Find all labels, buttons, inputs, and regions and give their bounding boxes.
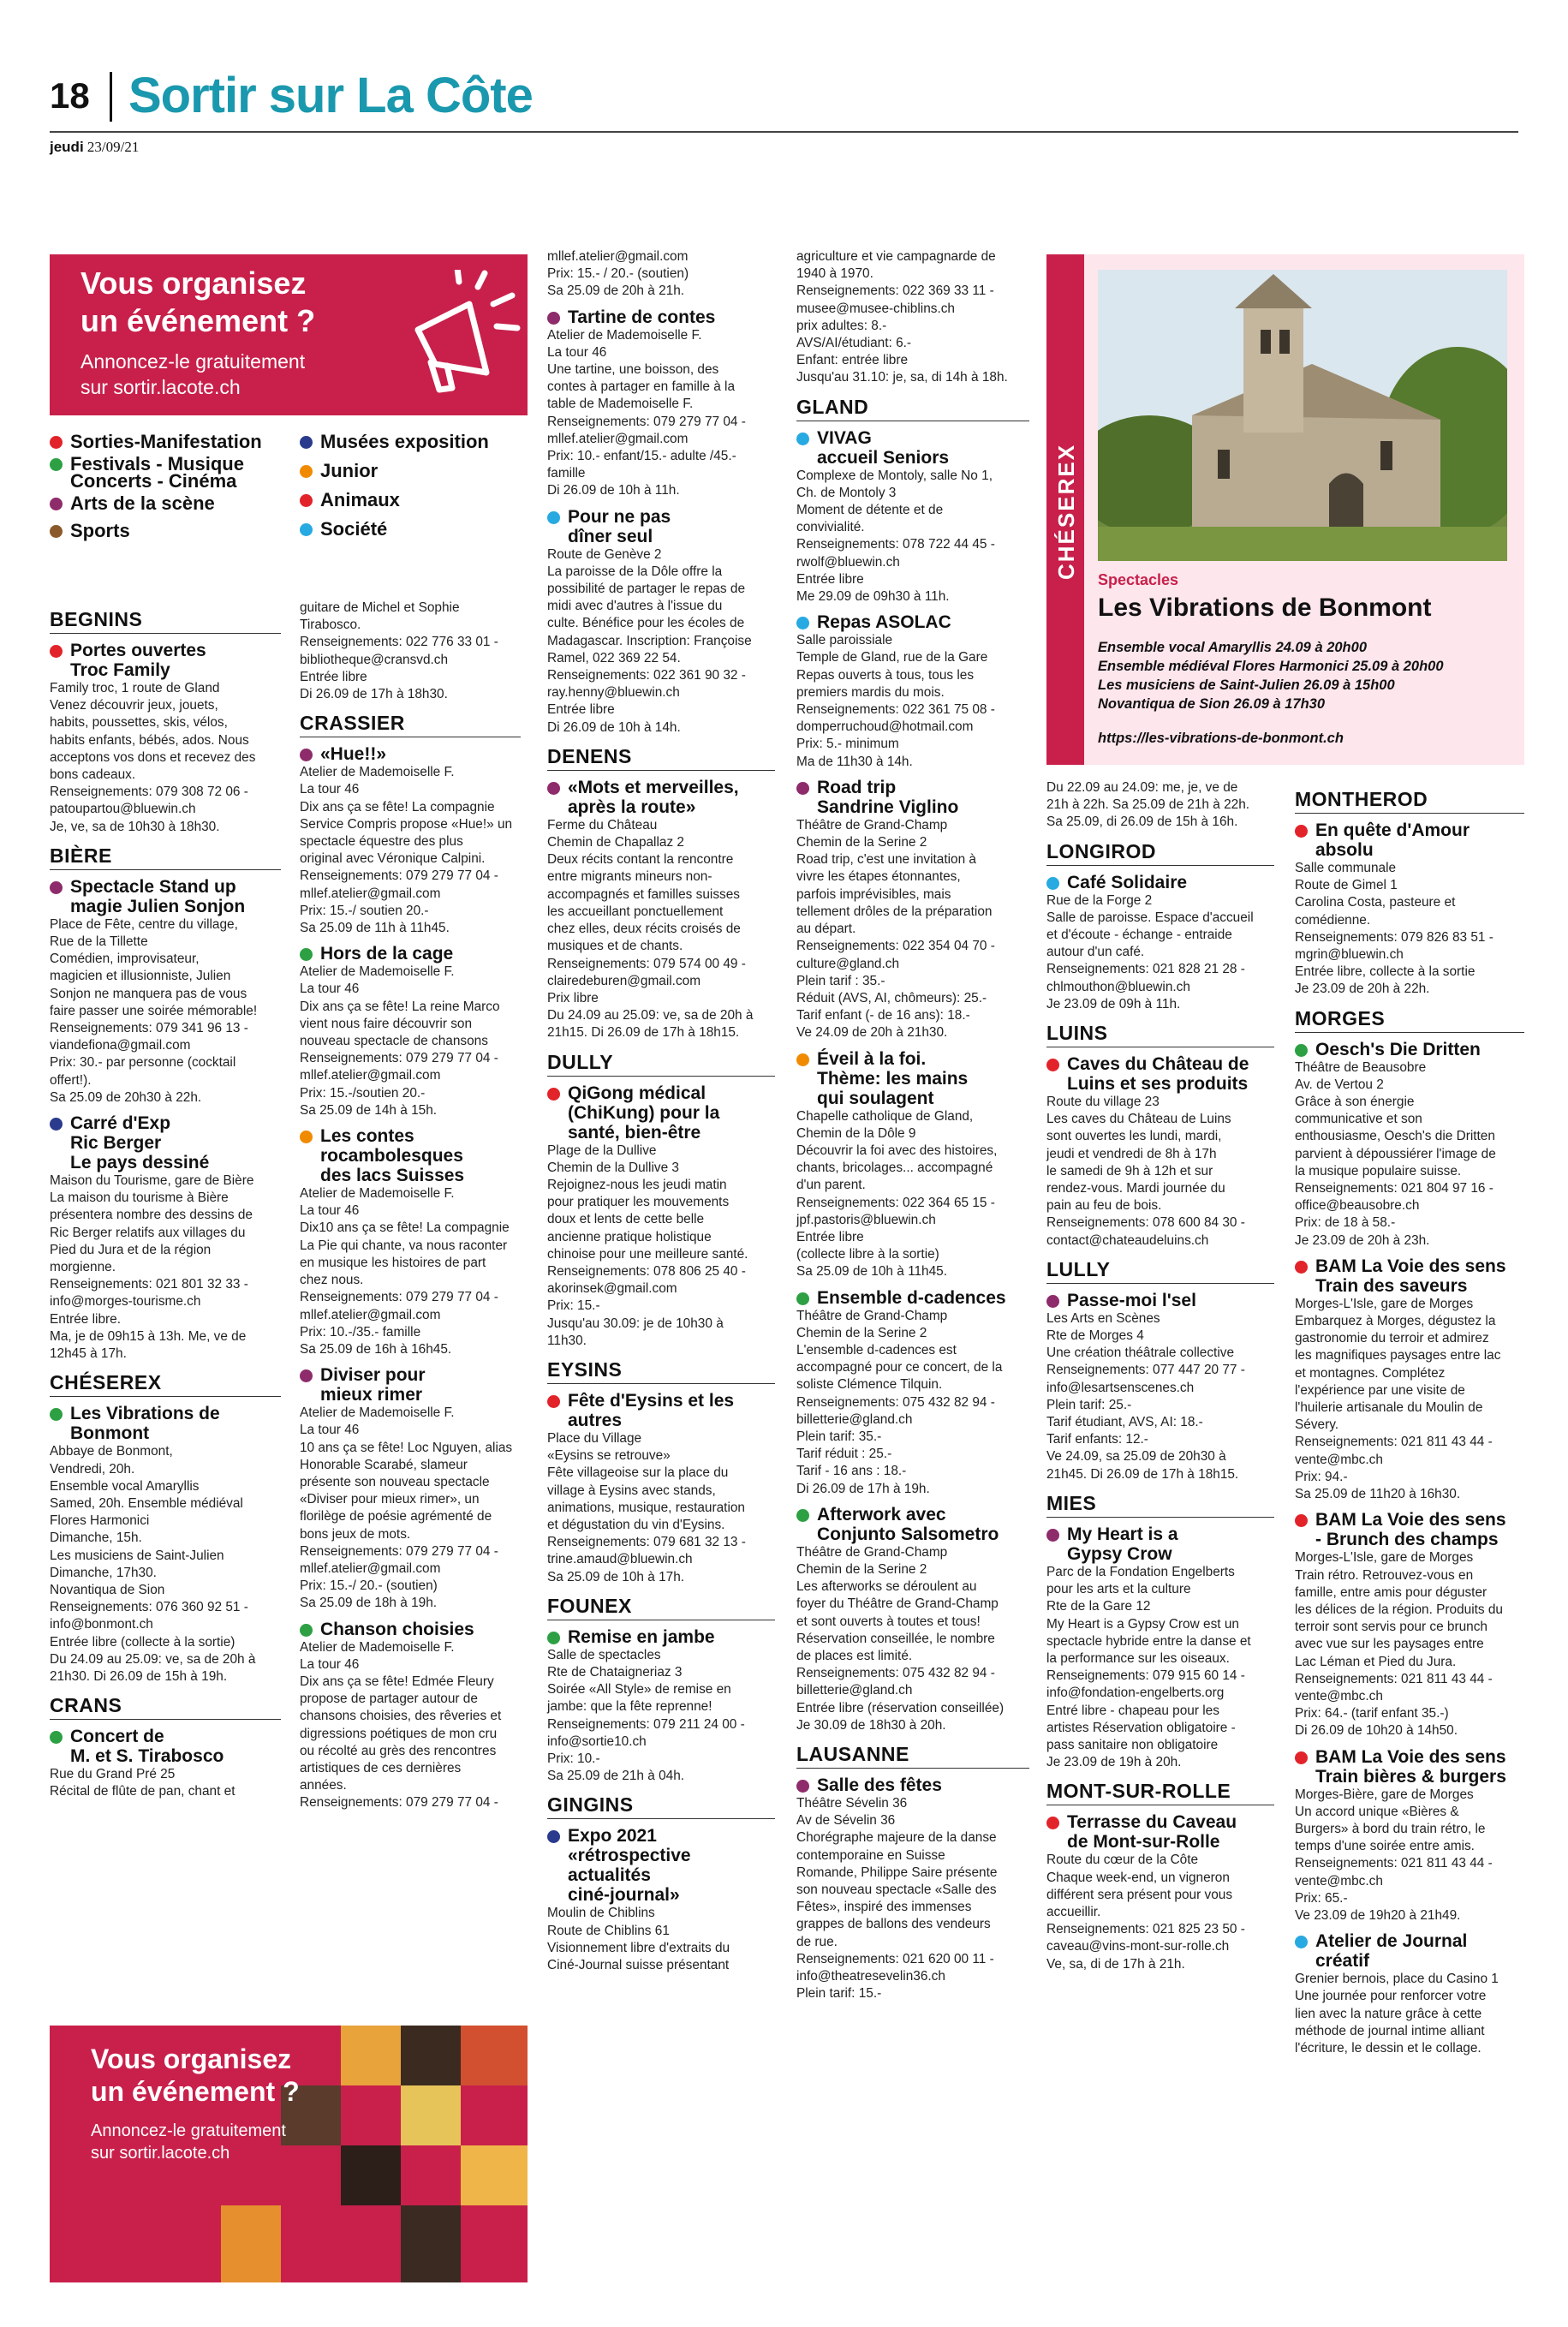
legend-label: Arts de la scène — [70, 492, 215, 514]
promo-subtitle — [80, 349, 305, 400]
event-listing — [796, 428, 1029, 606]
category-dot — [1295, 1514, 1308, 1527]
header-divider — [110, 72, 112, 122]
event-title — [50, 877, 281, 916]
event-title-text: Ensemble d-cadences — [817, 1287, 1006, 1308]
promo-title — [80, 265, 315, 340]
event-title — [796, 612, 1029, 632]
town-heading: MONT-SUR-ROLLE — [1046, 1780, 1274, 1805]
event-title-text: Repas ASOLAC — [817, 612, 951, 633]
legend-item — [300, 489, 400, 511]
town-heading: DENENS — [547, 745, 775, 771]
event-title-text: Portes ouvertes Troc Family — [70, 641, 206, 680]
event-title-text: Café Solidaire — [1067, 872, 1188, 892]
event-title — [300, 1620, 521, 1639]
feature-category: Spectacles — [1098, 571, 1179, 588]
column-2 — [300, 600, 521, 1819]
event-title — [1295, 1931, 1524, 1971]
category-dot — [1295, 1751, 1308, 1764]
event-title — [796, 1049, 1029, 1108]
legend-item — [50, 470, 236, 492]
promo-sub-line1: Annoncez-le gratuitement — [80, 350, 306, 373]
event-listing — [547, 778, 775, 1042]
event-title-text: BAM La Voie des sens - Brunch des champs — [1315, 1510, 1506, 1550]
category-dot — [300, 1369, 313, 1382]
event-title — [50, 1404, 281, 1443]
event-details: Atelier de Mademoiselle F. La tour 46 Dix10 ans ça se fête! La compagnie La Pie qui chante, va nous raconter en musique les histoires de part chez nous. Renseignements: 079 279 77 04 - mllef.atelier@gmail.com Prix: 10.-/35.- famille Sa 25.09 de 16h à 16h45. — [300, 1186, 510, 1357]
legend-label: Sorties-Manifestation — [70, 431, 262, 452]
column-1 — [50, 600, 281, 1808]
event-title — [796, 1505, 1029, 1544]
event-listing — [796, 248, 1029, 387]
event-title — [1295, 1040, 1524, 1059]
category-dot — [1295, 1936, 1308, 1948]
event-title-text: Diviser pour mieux rimer — [320, 1365, 426, 1405]
event-listing — [1295, 1747, 1524, 1925]
category-dot — [50, 881, 63, 894]
feature-schedule — [1098, 638, 1500, 713]
category-dot — [1046, 877, 1059, 890]
promo2-subtitle — [91, 2120, 286, 2164]
category-dot — [547, 1088, 560, 1101]
event-title-text: Éveil à la foi. Thème: les mains qui soulagent — [817, 1048, 969, 1108]
legend-label: Animaux — [320, 489, 400, 510]
issue-date — [50, 139, 139, 156]
event-listing — [796, 1775, 1029, 2002]
feature-line: Ensemble vocal Amaryllis 24.09 à 20h00 — [1098, 640, 1367, 655]
legend-item — [50, 520, 130, 542]
category-dot — [300, 948, 313, 961]
event-details: Morges-Bière, gare de Morges Un accord unique «Bières & Burgers» à bord du train rétro, le temps d'une soirée entre amis. Renseignements: 021 811 43 44 - vente@mbc.ch Prix: 65.- Ve 23.09 de 19h20 à 21h49. — [1295, 1787, 1493, 1923]
category-dot — [50, 1118, 63, 1131]
category-dot — [796, 1292, 809, 1305]
event-details: Route de Genève 2 La paroisse de la Dôle offre la possibilité de partager le repas de midi avec d'autres à l'issue du culte. Bénéfice pour les écoles de Madagascar. Inscription: Françoise Ramel, 022 369 22 54. Renseignements: 022 361 90 32 - ray.henny@bluewin.ch Entrée libre Di 26.09 de 10h à 14h. — [547, 546, 752, 735]
legend-item — [300, 460, 378, 482]
promo2-sub-line1: Annoncez-le gratuitement — [91, 2121, 286, 2140]
event-details: guitare de Michel et Sophie Tirabosco. Renseignements: 022 776 33 01 - bibliotheque@cransvd.ch Entrée libre Di 26.09 de 17h à 18h30. — [300, 600, 498, 702]
event-title — [1295, 1747, 1524, 1787]
event-title — [796, 778, 1029, 817]
promo2-title-line1: Vous organisez — [91, 2044, 292, 2074]
legend-label: Concerts - Cinéma — [70, 470, 237, 492]
event-details: Complexe de Montoly, salle No 1, Ch. de Montoly 3 Moment de détente et de convivialité. Renseignements: 078 722 44 45 - rwolf@bluewin.ch Entrée libre Me 29.09 de 09h30 à 11h. — [796, 468, 995, 605]
event-title-text: Passe-moi l'sel — [1067, 1290, 1196, 1310]
column-4 — [796, 248, 1029, 2009]
category-dot — [50, 645, 63, 658]
event-details: agriculture et vie campagnarde de 1940 à 1970. Renseignements: 022 369 33 11 - musee@musee-chiblins.ch prix adultes: 8.- AVS/AI/étudiant: 6.- Enfant: entrée libre Jusqu'au 31.10: je, sa, di 14h à 18h. — [796, 249, 1008, 385]
event-listing — [50, 877, 281, 1107]
event-title — [796, 428, 1029, 468]
event-details: Atelier de Mademoiselle F. La tour 46 Dix ans ça se fête! La compagnie Service Compris propose «Hue!» un spectacle équestre des plus original avec Véronique Calpini. Renseignements: 079 279 77 04 - mllef.atelier@gmail.com Prix: 15.-/ soutien 20.- Sa 25.09 de 11h à 11h45. — [300, 765, 513, 936]
event-listing — [796, 778, 1029, 1042]
event-listing — [547, 1627, 775, 1786]
event-title-text: Hors de la cage — [320, 944, 454, 964]
event-title-text: Atelier de Journal créatif — [1315, 1931, 1468, 1972]
town-heading: CRASSIER — [300, 712, 521, 737]
event-title-text: Caves du Château de Luins et ses produits — [1067, 1054, 1249, 1095]
event-listing — [547, 1083, 775, 1350]
event-listing — [1046, 873, 1274, 1013]
event-details: Atelier de Mademoiselle F. La tour 46 Dix ans ça se fête! Edmée Fleury propose de partager autour de chansons choisies, des rêveries et digressions poétiques de mon cru ou récolté au grès des rencontres artistiques de ces dernières années. Renseignements: 079 279 77 04 - — [300, 1639, 502, 1811]
event-listing — [1295, 1931, 1524, 2057]
event-title — [300, 1365, 521, 1405]
event-title-text: QiGong médical (ChiKung) pour la santé, bien-être — [568, 1083, 720, 1143]
event-details: mllef.atelier@gmail.com Prix: 15.- / 20.- (soutien) Sa 25.09 de 20h à 21h. — [547, 249, 689, 299]
town-heading: LONGIROD — [1046, 840, 1274, 866]
legend-item — [50, 492, 215, 515]
category-dot — [300, 1131, 313, 1143]
event-listing — [50, 1404, 281, 1686]
feature-title: Les Vibrations de Bonmont — [1098, 594, 1432, 622]
event-details: Les Arts en Scènes Rte de Morges 4 Une création théâtrale collective Renseignements: 077 447 20 77 - info@lesartsenscenes.ch Plein tarif: 25.- Tarif étudiant, AVS, AI: 18.- Tarif enfants: 12.- Ve 24.09, sa 25.09 de 20h30 à 21h45. Di 26.09 de 17h à 18h15. — [1046, 1310, 1245, 1482]
event-details: Chapelle catholique de Gland, Chemin de la Dôle 9 Découvrir la foi avec des histoires, chants, bricolages... accompagné d'un parent. Renseignements: 022 364 65 15 - jpf.pastoris@bluewin.ch Entrée libre (collecte libre à la sortie) Sa 25.09 de 10h à 11h45. — [796, 1108, 998, 1280]
legend-item — [50, 431, 262, 453]
category-dot — [547, 1632, 560, 1644]
event-listing — [1046, 1291, 1274, 1483]
event-listing — [547, 1826, 775, 1974]
column-3 — [547, 248, 775, 1981]
town-heading: MORGES — [1295, 1007, 1524, 1033]
event-title — [50, 1113, 281, 1172]
town-heading: MIES — [1046, 1492, 1274, 1518]
event-details: Théâtre de Grand-Champ Chemin de la Serine 2 L'ensemble d-cadences est accompagné pour ce concert, de la soliste Clémence Tilquin. Renseignements: 075 432 82 94 - billetterie@gland.ch Plein tarif: 35.- Tarif réduit : 25.- Tarif - 16 ans : 18.- Di 26.09 de 17h à 19h. — [796, 1308, 1003, 1496]
category-dot — [547, 312, 560, 325]
event-title — [547, 778, 775, 817]
feature-region: CHÉSEREX — [1053, 443, 1079, 580]
event-listing — [547, 1391, 775, 1586]
event-title-text: «Mots et merveilles, après la route» — [568, 777, 739, 817]
legend-dot — [50, 525, 63, 538]
legend-item — [300, 518, 387, 540]
feature-region-tag — [1046, 254, 1084, 765]
town-heading: BEGNINS — [50, 608, 281, 634]
event-details: Place de Fête, centre du village, Rue de la Tillette Comédien, improvisateur, magicien et illusionniste, Julien Sonjon ne manquera pas de vous faire passer une soirée mémorable! Renseignements: 079 341 96 13 - viandefiona@gmail.com Prix: 30.- par personne (cocktail offert!). Sa 25.09 de 20h30 à 22h. — [50, 916, 258, 1105]
town-heading: GLAND — [796, 396, 1029, 421]
legend-item — [300, 431, 489, 453]
event-title — [796, 1288, 1029, 1308]
feature-line: Novantiqua de Sion 26.09 à 17h30 — [1098, 696, 1326, 712]
category-dot — [1295, 1261, 1308, 1274]
event-details: Atelier de Mademoiselle F. La tour 46 Une tartine, une boisson, des contes à partager en famille à la table de Mademoiselle F. Renseignements: 079 279 77 04 - mllef.atelier@gmail.com Prix: 10.- enfant/15.- adulte /45.- famille Di 26.09 de 10h à 11h. — [547, 327, 746, 498]
legend-dot — [50, 458, 63, 471]
category-dot — [796, 617, 809, 629]
promo-banner-top[interactable] — [50, 254, 528, 415]
category-dot — [796, 1053, 809, 1066]
town-heading: LAUSANNE — [796, 1743, 1029, 1769]
header-rule — [50, 131, 1518, 133]
promo2-title-line2: un événement ? — [91, 2076, 300, 2107]
legend-dot — [300, 494, 313, 507]
category-dot — [1046, 1817, 1059, 1829]
event-title-text: Fête d'Eysins et les autres — [568, 1390, 735, 1430]
town-heading: FOUNEX — [547, 1595, 775, 1620]
category-dot — [1046, 1059, 1059, 1071]
column-6 — [1295, 779, 1524, 2064]
event-details: Atelier de Mademoiselle F. La tour 46 10 ans ça se fête! Loc Nguyen, alias Honorable Scarabé, slameur présente son nouveau spectacle «Diviser pour mieux rimer», un florilège de poésie agrémenté de bons jeux de mots. Renseignements: 079 279 77 04 - mllef.atelier@gmail.com Prix: 15.-/ 20.- (soutien) Sa 25.09 de 18h à 19h. — [300, 1405, 513, 1611]
legend-dot — [300, 436, 313, 449]
category-dot — [1295, 1044, 1308, 1057]
category-dot — [547, 1395, 560, 1408]
event-listing — [796, 612, 1029, 771]
legend-dot — [300, 465, 313, 478]
feature-line: Les musiciens de Saint-Julien 26.09 à 15h00 — [1098, 677, 1395, 693]
event-details: Morges-L'Isle, gare de Morges Embarquez à Morges, dégustez la gastronomie du terroir et admirez les magnifiques paysages entre lac et montagnes. Complétez l'expérience par une visite de l'huilerie artisanale du Moulin de Sévery. Renseignements: 021 811 43 44 - vente@mbc.ch Prix: 94.- Sa 25.09 de 11h20 à 16h30. — [1295, 1296, 1501, 1502]
event-listing — [1295, 1256, 1524, 1503]
event-listing — [300, 1620, 521, 1812]
event-details: Abbaye de Bonmont, Vendredi, 20h. Ensemble vocal Amaryllis Samed, 20h. Ensemble médiéval Flores Harmonici Dimanche, 15h. Les musiciens de Saint-Julien Dimanche, 17h30. Novantiqua de Sion Renseignements: 076 360 92 51 - info@bonmont.ch Entrée libre (collecte à la sortie) Du 24.09 au 25.09: ve, sa de 20h à 21h30. Di 26.09 de 15h à 19h. — [50, 1444, 256, 1684]
promo-sub-line2: sur sortir.lacote.ch — [80, 376, 241, 398]
category-dot — [796, 782, 809, 795]
event-listing — [547, 507, 775, 737]
category-dot — [300, 1624, 313, 1637]
legend-label: Festivals - Musique — [70, 453, 244, 474]
column-5 — [1046, 779, 1274, 1980]
event-listing — [300, 600, 521, 703]
event-details: Route du village 23 Les caves du Château de Luins sont ouvertes les lundi, mardi, jeudi et vendredi de 8h à 17h le samedi de 9h à 12h et sur rendez-vous. Mardi journée du pain au feu de bois. Renseignements: 078 600 84 30 - contact@chateaudeluins.ch — [1046, 1095, 1245, 1248]
category-dot — [1295, 825, 1308, 838]
town-heading: CRANS — [50, 1694, 281, 1720]
event-title — [1295, 1256, 1524, 1296]
page-number: 18 — [50, 75, 90, 116]
event-details: Théâtre de Grand-Champ Chemin de la Serine 2 Les afterworks se déroulent au foyer du Théâtre de Grand-Champ et sont ouverts à toutes et tous! Réservation conseillée, le nombre de places est limité. Renseignements: 075 432 82 94 - billetterie@gland.ch Entrée libre (réservation conseillée) Je 30.09 de 18h30 à 20h. — [796, 1544, 1005, 1733]
event-title-text: Afterwork avec Conjunto Salsometro — [817, 1504, 999, 1544]
event-title — [796, 1775, 1029, 1795]
legend-label: Sports — [70, 520, 130, 541]
event-listing — [300, 1365, 521, 1612]
event-title — [547, 1391, 775, 1430]
legend-label: Junior — [320, 460, 379, 481]
legend-label: Société — [320, 518, 388, 540]
category-dot — [547, 1830, 560, 1843]
category-dot — [796, 1509, 809, 1522]
event-title-text: Tartine de contes — [568, 307, 716, 327]
event-title-text: Les contes rocambolesques des lacs Suisses — [320, 1126, 465, 1186]
legend-dot — [300, 523, 313, 536]
event-details: Route du cœur de la Côte Chaque week-end, un vigneron différent sera présent pour vous accueillir. Renseignements: 021 825 23 50 - caveau@vins-mont-sur-rolle.ch Ve, sa, di de 17h à 21h. — [1046, 1853, 1245, 1972]
event-title — [1046, 1054, 1274, 1094]
event-listing — [796, 1505, 1029, 1734]
event-details: Salle de spectacles Rte de Chataigneriaz 3 Soirée «All Style» de remise en jambe: que la fête reprenne! Renseignements: 079 211 24 00 - info@sortie10.ch Prix: 10.- Sa 25.09 de 21h à 04h. — [547, 1647, 745, 1784]
event-listing — [1295, 1040, 1524, 1250]
event-listing — [1046, 1524, 1274, 1771]
event-listing — [50, 1113, 281, 1363]
event-listing — [1295, 1510, 1524, 1739]
event-title — [547, 1826, 775, 1905]
event-title — [300, 744, 521, 764]
section-title: Sortir sur La Côte — [128, 68, 533, 123]
town-heading: EYSINS — [547, 1358, 775, 1384]
promo-title-line2: un événement ? — [80, 303, 316, 338]
event-details: Moulin de Chiblins Route de Chiblins 61 Visionnement libre d'extraits du Ciné-Journal suisse présentant — [547, 1906, 730, 1973]
event-title — [547, 307, 775, 327]
event-details: Plage de la Dullive Chemin de la Dullive 3 Rejoignez-nous les jeudi matin pour pratiquer les mouvements doux et lents de cette belle ancienne pratique holistique chinoise pour une meilleure santé. Renseignements: 078 806 25 40 - akorinsek@gmail.com Prix: 15.- Jusqu'au 30.09: je de 10h30 à 11h30. — [547, 1143, 748, 1348]
town-heading: BIÈRE — [50, 844, 281, 870]
category-dot — [547, 782, 560, 795]
event-title-text: Les Vibrations de Bonmont — [70, 1404, 220, 1444]
event-title-text: BAM La Voie des sens Train bières & burgers — [1315, 1746, 1506, 1787]
category-dot — [547, 511, 560, 524]
event-title-text: Terrasse du Caveau de Mont-sur-Rolle — [1067, 1812, 1237, 1853]
promo2-title — [91, 2043, 300, 2108]
event-details: Place du Village «Eysins se retrouve» Fête villageoise sur la place du village à Eysins avec stands, animations, musique, restauration et dégustation du vin d'Eysins. Renseignements: 079 681 32 13 - trine.amaud@bluewin.ch Sa 25.09 de 10h à 17h. — [547, 1430, 746, 1584]
event-listing — [300, 744, 521, 937]
event-title — [1295, 1510, 1524, 1549]
event-details: Family troc, 1 route de Gland Venez découvrir jeux, jouets, habits, poussettes, skis, vélos, habits enfants, bébés, ados. Nous acceptons vos dons et recevez des bons cadeaux. Renseignements: 079 308 72 06 - patoupartou@bluewin.ch Je, ve, sa de 10h30 à 18h30. — [50, 681, 256, 834]
event-listing — [50, 1727, 281, 1800]
event-title-text: Concert de M. et S. Tirabosco — [70, 1727, 224, 1767]
issue-date-value: 23/09/21 — [86, 139, 140, 155]
event-title — [547, 1627, 775, 1647]
event-title — [547, 1083, 775, 1143]
event-title — [1046, 1291, 1274, 1310]
event-details: Atelier de Mademoiselle F. La tour 46 Dix ans ça se fête! La reine Marco vient nous faire découvrir son nouveau spectacle de chansons Renseignements: 079 279 77 04 - mllef.atelier@gmail.com Prix: 15.-/soutien 20.- Sa 25.09 de 14h à 15h. — [300, 964, 500, 1118]
event-title — [50, 1727, 281, 1766]
category-dot — [300, 749, 313, 761]
promo2-sub-line2: sur sortir.lacote.ch — [91, 2144, 230, 2163]
event-listing — [1046, 1812, 1274, 1972]
issue-day: jeudi — [50, 139, 84, 155]
event-details: Théâtre Sévelin 36 Av de Sévelin 36 Chorégraphe majeure de la danse contemporaine en Suisse Romande, Philippe Saire présente son nouveau spectacle «Salle des Fêtes», inspiré des immenses grappes de ballons des vendeurs de rue. Renseignements: 021 620 00 11 - info@theatresevelin36.ch Plein tarif: 15.- — [796, 1796, 998, 2002]
event-listing — [1046, 1054, 1274, 1250]
town-heading: DULLY — [547, 1051, 775, 1077]
event-title-text: My Heart is a Gypsy Crow — [1067, 1524, 1178, 1564]
event-title — [50, 641, 281, 680]
event-title-text: Remise en jambe — [568, 1626, 715, 1647]
event-title — [547, 507, 775, 546]
event-title — [1295, 820, 1524, 860]
feature-box — [1046, 254, 1524, 765]
event-details: Rue de la Forge 2 Salle de paroisse. Espace d'accueil et d'écoute - échange - entraide autour d'un café. Renseignements: 021 828 21 28 - chlmouthon@bluewin.ch Je 23.09 de 09h à 11h. — [1046, 892, 1254, 1011]
event-details: Théâtre de Beausobre Av. de Vertou 2 Grâce à son énergie communicative et son enthousiasme, Oesch's die Dritten parvient à dépoussiérer l'image de la musique populaire suisse. Renseignements: 021 804 97 16 - office@beausobre.ch Prix: de 18 à 58.- Je 23.09 de 20h à 23h. — [1295, 1059, 1496, 1248]
event-title-text: Chanson choisies — [320, 1619, 474, 1639]
event-title-text: Oesch's Die Dritten — [1315, 1039, 1481, 1059]
town-heading: MONTHEROD — [1295, 788, 1524, 814]
category-dot — [1046, 1529, 1059, 1542]
event-details: Morges-L'Isle, gare de Morges Train rétro. Retrouvez-vous en famille, entre amis pour déguster les délices de la région. Produits du terroir sont servis pour ce brunch avec vue sur les paysages entre Lac Léman et Pied du Jura. Renseignements: 021 811 43 44 - vente@mbc.ch Prix: 64.- (tarif enfant 35.-) Di 26.09 de 10h20 à 14h50. — [1295, 1550, 1503, 1739]
event-listing — [50, 641, 281, 836]
town-heading: CHÉSEREX — [50, 1371, 281, 1397]
event-title — [1046, 873, 1274, 892]
legend-dot — [50, 498, 63, 510]
event-title-text: Carré d'Exp Ric Berger Le pays dessiné — [70, 1113, 210, 1173]
legend-label: Musées exposition — [320, 431, 489, 452]
promo-banner-bottom[interactable] — [50, 2026, 528, 2282]
feature-url[interactable]: https://les-vibrations-de-bonmont.ch — [1098, 731, 1344, 746]
event-listing — [796, 1288, 1029, 1498]
event-title-text: Spectacle Stand up magie Julien Sonjon — [70, 876, 246, 916]
feature-line: Ensemble médiéval Flores Harmonici 25.09 à 20h00 — [1098, 659, 1444, 674]
town-heading: LULLY — [1046, 1258, 1274, 1284]
category-dot — [1046, 1295, 1059, 1308]
event-title — [300, 1126, 521, 1185]
event-title-text: «Hue!!» — [320, 744, 387, 765]
event-title-text: Expo 2021 «rétrospective actualités ciné-journal» — [568, 1826, 691, 1906]
legend-dot — [50, 436, 63, 449]
event-title-text: Pour ne pas dîner seul — [568, 506, 671, 546]
category-dot — [50, 1408, 63, 1421]
category-dot — [50, 1731, 63, 1744]
event-details: Rue du Grand Pré 25 Récital de flûte de pan, chant et — [50, 1767, 235, 1799]
megaphone-icon — [384, 270, 521, 407]
event-details: Ferme du Château Chemin de Chapallaz 2 Deux récits contant la rencontre entre migrants mineurs non- accompagnés et familles suisses les accueillant ponctuellement chez elles, deux récits croisés de musiques et de chants. Renseignements: 079 574 00 49 - clairedeburen@gmail.com Prix libre Du 24.09 au 25.09: ve, sa de 20h à 21h15. Di 26.09 de 17h à 18h15. — [547, 817, 754, 1041]
event-title-text: En quête d'Amour absolu — [1315, 820, 1470, 860]
event-title-text: Salle des fêtes — [817, 1775, 942, 1796]
town-heading: LUINS — [1046, 1022, 1274, 1047]
event-details: Grenier bernois, place du Casino 1 Une journée pour renforcer votre lien avec la nature grâce à cette méthode de journal intime alliant l'écriture, le dessin et le collage. — [1295, 1972, 1499, 2056]
promo-title-line1: Vous organisez — [80, 266, 307, 301]
church-photo — [1098, 270, 1507, 561]
event-details: Parc de la Fondation Engelberts pour les arts et la culture Rte de la Gare 12 My Heart is a Gypsy Crow est un spectacle hybride entre la danse et la performance sur les oiseaux. Renseignements: 079 915 60 14 - info@fondation-engelberts.org Entré libre - chapeau pour les artistes Réservation obligatoire - pass sanitaire non obligatoire Je 23.09 de 19h à 20h. — [1046, 1564, 1251, 1770]
event-details: Théâtre de Grand-Champ Chemin de la Serine 2 Road trip, c'est une invitation à vivre les étapes étonnantes, parfois imprévisibles, mais tellement drôles de la préparation au départ. Renseignements: 022 354 04 70 - culture@gland.ch Plein tarif : 35.- Réduit (AVS, AI, chômeurs): 25.- Tarif enfant (- de 16 ans): 18.- Ve 24.09 de 20h à 21h30. — [796, 817, 995, 1041]
event-details: Salle paroissiale Temple de Gland, rue de la Gare Repas ouverts à tous, tous les premiers mardis du mois. Renseignements: 022 361 75 08 - domperruchoud@hotmail.com Prix: 5.- minimum Ma de 11h30 à 14h. — [796, 633, 995, 769]
event-listing — [300, 944, 521, 1119]
event-title-text: Road trip Sandrine Viglino — [817, 777, 959, 817]
event-details: Maison du Tourisme, gare de Bière La maison du tourisme à Bière présentera nombre des dessins de Ric Berger relatifs aux villages du Pied du Jura et de la région morgienne. Renseignements: 021 801 32 33 - info@morges-tourisme.ch Entrée libre. Ma, je de 09h15 à 13h. Me, ve de 12h45 à 17h. — [50, 1173, 254, 1362]
event-listing — [300, 1126, 521, 1358]
event-listing — [1295, 820, 1524, 999]
event-title-text: BAM La Voie des sens Train des saveurs — [1315, 1256, 1506, 1296]
event-title — [300, 944, 521, 964]
event-listing — [547, 307, 775, 500]
town-heading: GINGINS — [547, 1793, 775, 1819]
event-title-text: VIVAG accueil Seniors — [817, 427, 950, 468]
event-details: Du 22.09 au 24.09: me, je, ve de 21h à 22h. Sa 25.09 de 21h à 22h. Sa 25.09, di 26.09 de 15h à 16h. — [1046, 780, 1250, 830]
event-title — [1046, 1524, 1274, 1564]
event-details: Salle communale Route de Gimel 1 Carolina Costa, pasteure et comédienne. Renseignements: 079 826 83 51 - mgrin@bluewin.ch Entrée libre, collecte à la sortie Je 23.09 de 20h à 22h. — [1295, 861, 1493, 997]
event-listing — [796, 1049, 1029, 1281]
event-listing — [1046, 779, 1274, 832]
category-dot — [796, 433, 809, 445]
event-title — [1046, 1812, 1274, 1852]
category-dot — [796, 1780, 809, 1793]
event-listing — [547, 248, 775, 301]
